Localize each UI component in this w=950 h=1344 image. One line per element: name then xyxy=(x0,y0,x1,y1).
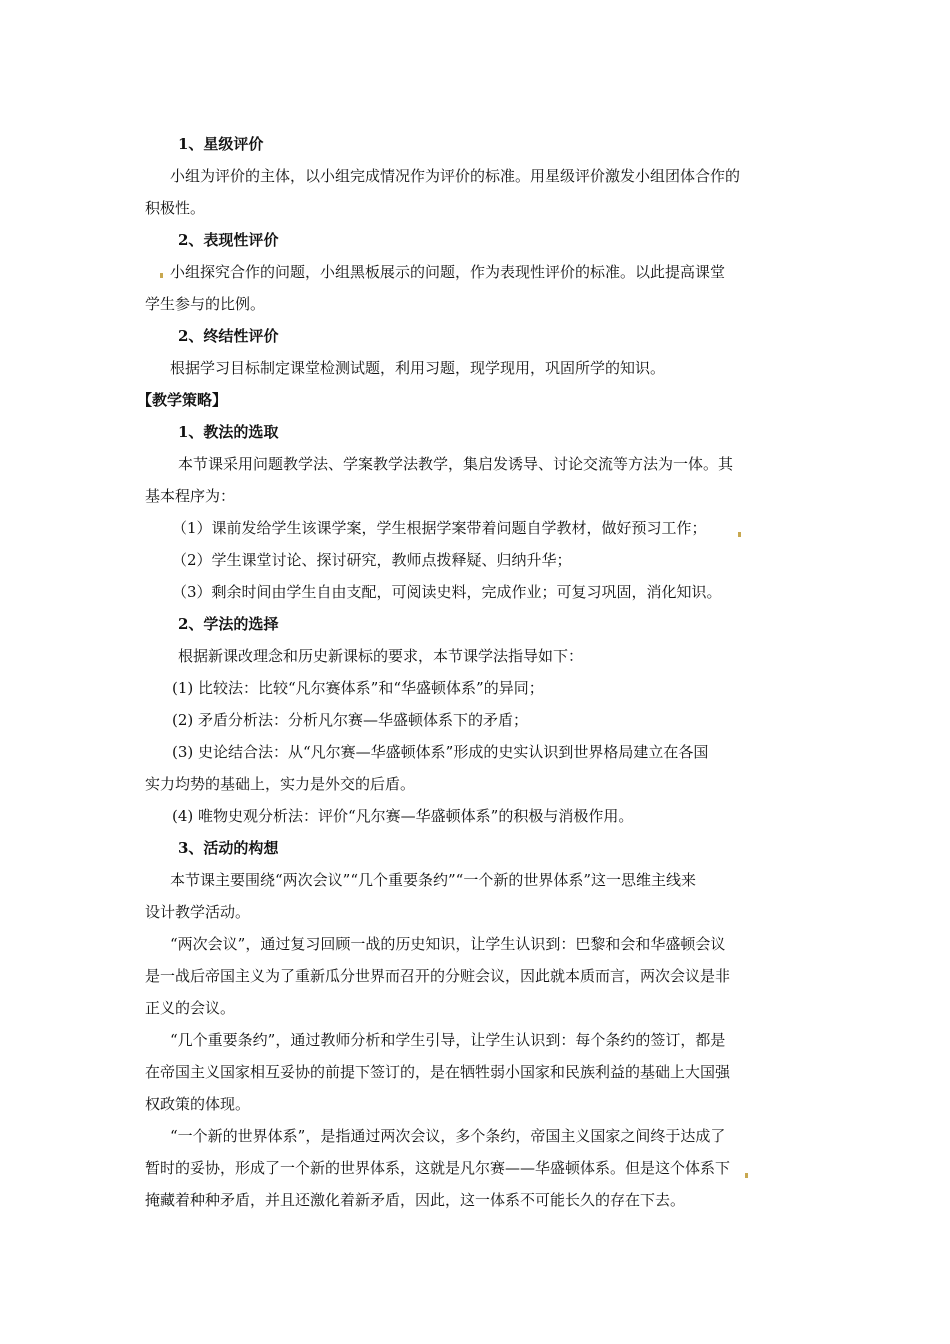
heading-summative-evaluation: 2、终结性评价 xyxy=(178,327,279,345)
heading-performance-evaluation: 2、表现性评价 xyxy=(178,231,279,249)
heading-learning-method: 2、学法的选择 xyxy=(178,615,279,633)
stray-mark xyxy=(745,1173,748,1178)
paragraph-line: 设计教学活动。 xyxy=(145,903,251,921)
list-item: （3）剩余时间由学生自由支配，可阅读史料，完成作业；可复习巩固，消化知识。 xyxy=(172,583,722,601)
list-item-continuation: 实力均势的基础上，实力是外交的后盾。 xyxy=(145,775,416,793)
paragraph-line: 基本程序为： xyxy=(145,487,236,505)
list-item: (3) 史论结合法：从“凡尔赛—华盛顿体系”形成的史实认识到世界格局建立在各国 xyxy=(172,743,709,761)
heading-teaching-method: 1、教法的选取 xyxy=(178,423,279,441)
paragraph-line: 在帝国主义国家相互妥协的前提下签订的，是在牺牲弱小国家和民族利益的基础上大国强 xyxy=(145,1063,731,1081)
list-item: (2) 矛盾分析法：分析凡尔赛—华盛顿体系下的矛盾； xyxy=(172,711,529,729)
paragraph-line: 掩藏着种种矛盾，并且还激化着新矛盾，因此，这一体系不可能长久的存在下去。 xyxy=(145,1191,686,1209)
paragraph-line: 是一战后帝国主义为了重新瓜分世界而召开的分赃会议，因此就本质而言，两次会议是非 xyxy=(145,967,731,985)
list-item: (1) 比较法：比较“凡尔赛体系”和“华盛顿体系”的异同； xyxy=(172,679,544,697)
paragraph-line: 根据新课改理念和历史新课标的要求，本节课学法指导如下： xyxy=(178,647,584,665)
list-item: (4) 唯物史观分析法：评价“凡尔赛—华盛顿体系”的积极与消极作用。 xyxy=(172,807,634,825)
heading-activity-design: 3、活动的构想 xyxy=(178,839,279,857)
paragraph-line: 权政策的体现。 xyxy=(145,1095,251,1113)
stray-mark xyxy=(738,532,741,537)
paragraph-line: 根据学习目标制定课堂检测试题，利用习题，现学现用，巩固所学的知识。 xyxy=(170,359,666,377)
section-title-teaching-strategy: 【教学策略】 xyxy=(137,391,228,409)
paragraph-line: 小组探究合作的问题，小组黑板展示的问题，作为表现性评价的标准。以此提高课堂 xyxy=(170,263,726,281)
paragraph-line: 本节课主要围绕“两次会议”“几个重要条约”“一个新的世界体系”这一思维主线来 xyxy=(170,871,697,889)
paragraph-line: 本节课采用问题教学法、学案教学法教学，集启发诱导、讨论交流等方法为一体。其 xyxy=(178,455,734,473)
heading-star-evaluation: 1、星级评价 xyxy=(178,135,264,153)
paragraph-line: 暂时的妥协，形成了一个新的世界体系，这就是凡尔赛——华盛顿体系。但是这个体系下 xyxy=(145,1159,731,1177)
paragraph-line: 正义的会议。 xyxy=(145,999,236,1017)
list-item: （2）学生课堂讨论、探讨研究，教师点拨释疑、归纳升华； xyxy=(172,551,572,569)
paragraph-line: 学生参与的比例。 xyxy=(145,295,266,313)
paragraph-line: “两次会议”，通过复习回顾一战的历史知识，让学生认识到：巴黎和会和华盛顿会议 xyxy=(170,935,726,953)
paragraph-line: “几个重要条约”，通过教师分析和学生引导，让学生认识到：每个条约的签订，都是 xyxy=(170,1031,726,1049)
paragraph-line: “一个新的世界体系”，是指通过两次会议，多个条约，帝国主义国家之间终于达成了 xyxy=(170,1127,726,1145)
paragraph-line: 小组为评价的主体，以小组完成情况作为评价的标准。用星级评价激发小组团体合作的 xyxy=(170,167,741,185)
list-item: （1）课前发给学生该课学案，学生根据学案带着问题自学教材，做好预习工作； xyxy=(172,519,707,537)
paragraph-line: 积极性。 xyxy=(145,199,206,217)
